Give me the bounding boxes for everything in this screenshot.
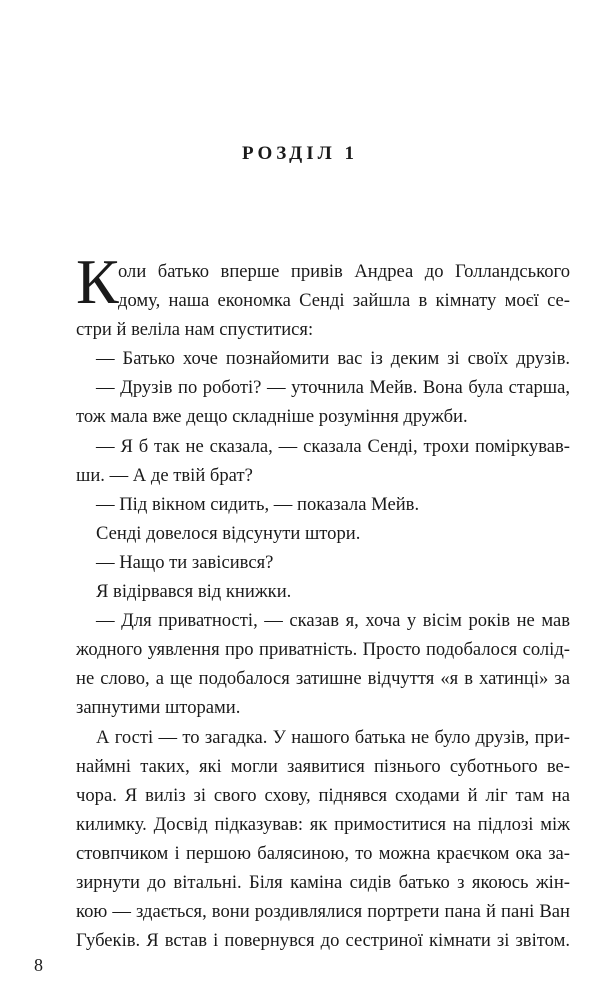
text-line: — Нащо ти завісився? bbox=[96, 551, 274, 573]
text-line: Я відірвався від книжки. bbox=[96, 581, 292, 603]
drop-cap: К bbox=[76, 246, 119, 317]
text-line: Сенді довелося відсунути штори. bbox=[96, 522, 361, 544]
text-line: А гості — то загадка. У нашого батька не було друзів, при- bbox=[96, 726, 570, 748]
text-line: килимку. Досвід підказував: як примоститися на підлозі між bbox=[76, 813, 570, 835]
text-line: стри й веліла нам спуститися: bbox=[76, 319, 314, 341]
text-line: Губеків. Я встав і повернувся до сестриної кімнати зі звітом. bbox=[76, 930, 570, 952]
text-line: жодного уявлення про приватність. Просто подобалося солід- bbox=[76, 639, 570, 661]
text-line: — Друзів по роботі? — уточнила Мейв. Вона була старша, bbox=[96, 377, 570, 399]
text-line: не слово, а ще подобалося затишне відчуття «я в хатинці» за bbox=[76, 668, 570, 690]
page-number: 8 bbox=[34, 955, 43, 975]
text-line: тож мала вже дещо складніше розуміння дружби. bbox=[76, 406, 468, 428]
text-line: оли батько вперше привів Андреа до Голландського bbox=[118, 261, 570, 282]
text-line: — Батько хоче познайомити вас із деким зі своїх друзів. bbox=[96, 348, 570, 370]
body-text bbox=[76, 257, 570, 955]
text-line: запнутими шторами. bbox=[76, 697, 241, 719]
text-line: ши. — А де твій брат? bbox=[76, 464, 253, 486]
text-line: чора. Я виліз зі свого схову, піднявся сходами й ліг там на bbox=[76, 784, 570, 806]
chapter-title: РОЗДІЛ 1 bbox=[241, 143, 358, 164]
text-line: — Під вікном сидить, — показала Мейв. bbox=[96, 493, 420, 515]
text-line: наймні таких, які могли заявитися пізнього суботнього ве- bbox=[76, 755, 570, 777]
text-line: кою — здається, вони роздивлялися портрети пана й пані Ван bbox=[76, 901, 570, 923]
text-line: зирнути до вітальні. Біля каміна сидів батько з якоюсь жін- bbox=[76, 871, 570, 893]
text-line: — Для приватності, — сказав я, хоча у вісім років не мав bbox=[96, 610, 570, 632]
text-line: стовпчиком і першою балясиною, то можна краєчком ока за- bbox=[76, 842, 570, 864]
text-line: — Я б так не сказала, — сказала Сенді, трохи поміркував- bbox=[96, 435, 570, 457]
text-line: дому, наша економка Сенді зайшла в кімнату моєї се- bbox=[118, 290, 570, 312]
